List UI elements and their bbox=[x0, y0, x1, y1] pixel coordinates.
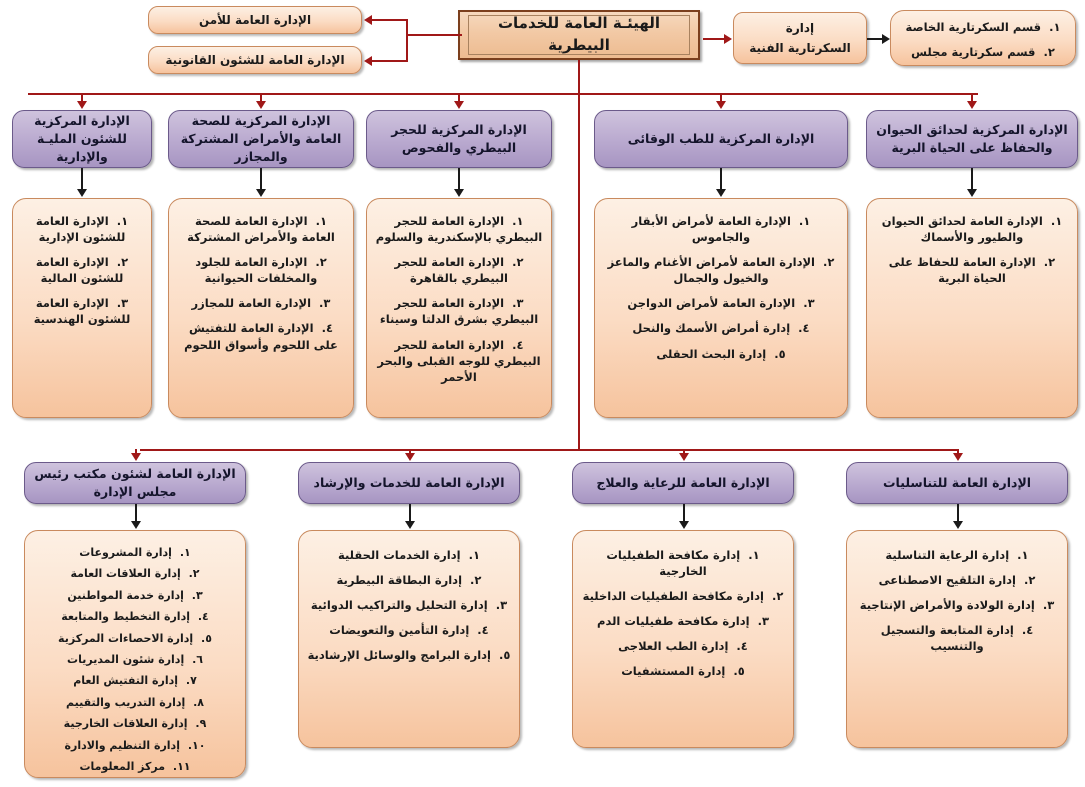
list-item bbox=[307, 547, 511, 563]
item-number: ١. bbox=[748, 548, 760, 562]
item-label: الإدارة العامة للحجر البيطري بشرق الدلتا وسيناء bbox=[379, 296, 539, 327]
technical-secretariat-line1: إدارة bbox=[785, 21, 815, 35]
item-number: ١. bbox=[1049, 20, 1061, 34]
list-item bbox=[177, 295, 345, 311]
header-general-services-extension-label: الإدارة العامة للخدمات والإرشاد bbox=[313, 474, 505, 490]
header-central-quarantine-label: الإدارة المركزية للحجر البيطري والفحوص bbox=[391, 121, 527, 155]
item-number: ١. bbox=[1050, 214, 1063, 228]
staff-box-security bbox=[148, 6, 362, 34]
arrow-sections bbox=[882, 34, 890, 44]
root-node-inner bbox=[468, 15, 690, 55]
root-node bbox=[458, 10, 700, 60]
list-item bbox=[855, 572, 1059, 588]
secretariat-sections-list bbox=[897, 19, 1069, 60]
list-central-preventive bbox=[594, 198, 848, 418]
item-number: ٢. bbox=[512, 255, 524, 270]
item-number: ٣. bbox=[495, 598, 508, 613]
list-item bbox=[603, 213, 839, 245]
list-item bbox=[21, 295, 143, 327]
list-item bbox=[21, 254, 143, 286]
item-number: ٢. bbox=[1043, 45, 1055, 60]
item-number: ٣. bbox=[803, 296, 815, 311]
technical-secretariat-line2: السكرتارية الفنية bbox=[749, 41, 851, 55]
staff-box-legal bbox=[148, 46, 362, 74]
item-label: الإدارة العامة للحجر البيطري للوجه القبلى والبحر الأحمر bbox=[377, 337, 541, 384]
header-central-public-health-label: الإدارة المركزية للصحة العامة والأمراض المشتركة والمجازر bbox=[180, 112, 342, 165]
item-number: ٥. bbox=[733, 664, 745, 679]
list-item bbox=[603, 254, 839, 286]
item-label: إدارة التنظيم والادارة bbox=[64, 738, 180, 752]
header-general-care-treatment bbox=[572, 462, 794, 504]
header-central-quarantine bbox=[366, 110, 552, 168]
item-number: ٩. bbox=[195, 717, 207, 731]
list-item bbox=[375, 254, 543, 286]
row2-bus bbox=[140, 449, 660, 451]
item-number: ٤. bbox=[736, 639, 748, 654]
arrow-secretariat bbox=[724, 34, 732, 44]
item-label: إدارة المشروعات bbox=[79, 546, 172, 559]
list-central-public-health bbox=[168, 198, 354, 418]
header-central-zoos-label: الإدارة المركزية لحدائق الحيوان والحفاظ على الحياة البرية bbox=[876, 121, 1068, 155]
list-item bbox=[307, 597, 511, 613]
item-label: إدارة التخطيط والمتابعة bbox=[61, 610, 190, 624]
list-item bbox=[33, 695, 237, 710]
item-number: ٤. bbox=[197, 610, 209, 624]
list-central-finance-admin-items bbox=[21, 213, 143, 328]
list-item bbox=[33, 716, 237, 731]
list-item bbox=[375, 295, 543, 327]
list-item bbox=[603, 320, 839, 336]
item-number: ١١. bbox=[172, 759, 191, 773]
hdr-drop-quarantine bbox=[458, 168, 460, 190]
item-label: إدارة التفتيش العام bbox=[73, 674, 179, 688]
item-label: إدارة التأمين والتعويضات bbox=[329, 623, 470, 638]
list-item bbox=[581, 663, 785, 679]
list-item bbox=[177, 254, 345, 286]
item-number: ٢. bbox=[1043, 255, 1056, 270]
list-item bbox=[375, 213, 543, 245]
list-item bbox=[33, 738, 237, 753]
hdr-arrow-care-treatment bbox=[679, 521, 689, 529]
hdr-arrow-chairman-office bbox=[131, 521, 141, 529]
item-number: ٤. bbox=[512, 337, 524, 352]
item-label: إدارة شئون المديريات bbox=[67, 652, 185, 666]
header-general-chairman-office bbox=[24, 462, 246, 504]
secretariat-sections-box bbox=[890, 10, 1076, 66]
list-item bbox=[33, 673, 237, 688]
staff-box-legal-label: الإدارة العامة للشئون القانونية bbox=[165, 53, 345, 67]
header-central-preventive bbox=[594, 110, 848, 168]
item-number: ٥. bbox=[774, 346, 786, 361]
item-label: الإدارة العامة لأمراض الأبقار والجاموس bbox=[631, 214, 791, 245]
item-label: إدارة المستشفيات bbox=[621, 664, 726, 679]
item-label: إدارة العلاقات الخارجية bbox=[63, 717, 188, 731]
connector-root-to-secretariat bbox=[703, 38, 725, 40]
header-central-finance-admin-label: الإدارة المركزية للشئون المليـة والإدارية bbox=[34, 112, 130, 165]
item-label: الإدارة العامة للصحة العامة والأمراض المشتركة bbox=[187, 214, 335, 245]
item-number: ٤. bbox=[1021, 623, 1034, 638]
arrow-chairman-office bbox=[131, 453, 141, 461]
item-number: ٢. bbox=[771, 589, 784, 604]
item-number: ١. bbox=[1017, 548, 1029, 562]
list-item bbox=[33, 759, 237, 774]
list-item bbox=[603, 346, 839, 362]
hdr-drop-chairman-office bbox=[135, 504, 137, 522]
list-item bbox=[33, 545, 237, 560]
hdr-arrow-zoos bbox=[967, 189, 977, 197]
item-number: ١. bbox=[468, 548, 480, 562]
item-label: إدارة التدريب والتقييم bbox=[65, 695, 186, 709]
list-general-reproduction bbox=[846, 530, 1068, 748]
item-label: الإدارة العامة للحجر البيطري بالقاهرة bbox=[394, 255, 508, 286]
arrow-legal bbox=[364, 56, 372, 66]
hdr-arrow-finance-admin bbox=[77, 189, 87, 197]
list-general-reproduction-items bbox=[855, 547, 1059, 654]
item-number: ٥. bbox=[201, 631, 212, 645]
item-number: ٥. bbox=[499, 648, 511, 663]
hdr-arrow-services-extension bbox=[405, 521, 415, 529]
list-general-services-extension-items bbox=[307, 547, 511, 663]
item-number: ١. bbox=[315, 214, 327, 228]
list-general-care-treatment bbox=[572, 530, 794, 748]
item-label: إدارة مكافحة الطفيليات الداخلية bbox=[582, 589, 764, 604]
spine-vertical bbox=[578, 60, 580, 450]
connector-root-to-left bbox=[406, 34, 462, 36]
item-label: إدارة الولادة والأمراض الإنتاجية bbox=[859, 598, 1035, 613]
item-label: إدارة التلقيح الاصطناعى bbox=[878, 573, 1016, 588]
arrow-quarantine bbox=[454, 101, 464, 109]
item-number: ٣. bbox=[191, 588, 203, 602]
item-number: ٤. bbox=[798, 321, 810, 336]
item-label: قسم سكرتارية مجلس bbox=[911, 45, 1036, 60]
connector-left-vertical bbox=[406, 20, 408, 62]
item-label: الإدارة العامة للتفتيش على اللحوم وأسواق اللحوم bbox=[184, 321, 338, 352]
list-item bbox=[897, 19, 1069, 35]
list-item bbox=[581, 613, 785, 629]
connector-left-security bbox=[372, 19, 408, 21]
list-item bbox=[581, 638, 785, 654]
list-item bbox=[897, 44, 1069, 60]
list-item bbox=[177, 213, 345, 245]
item-label: الإدارة العامة للجلود والمخلفات الحيوانية bbox=[195, 255, 318, 286]
item-label: إدارة أمراض الأسمك والنحل bbox=[632, 321, 791, 336]
item-number: ٢. bbox=[315, 255, 327, 270]
list-central-quarantine bbox=[366, 198, 552, 418]
item-number: ٣. bbox=[319, 296, 331, 311]
list-item bbox=[855, 597, 1059, 613]
list-item bbox=[21, 213, 143, 245]
connector-secretariat-to-sections bbox=[867, 38, 883, 40]
item-number: ١. bbox=[116, 214, 129, 228]
item-label: إدارة الرعاية التناسلية bbox=[885, 548, 1010, 562]
arrow-security bbox=[364, 15, 372, 25]
connector-left-legal bbox=[372, 60, 408, 62]
item-number: ١٠. bbox=[187, 738, 206, 752]
arrow-public-health bbox=[256, 101, 266, 109]
item-label: الإدارة العامة لحدائق الحيوان والطيور والأسماك bbox=[881, 214, 1043, 245]
hdr-drop-preventive bbox=[720, 168, 722, 190]
list-item bbox=[33, 652, 237, 667]
header-general-chairman-office-label: الإدارة العامة لشئون مكتب رئيس مجلس الإدارة bbox=[34, 465, 236, 499]
root-label: الهيئـة العامة للخدمات البيطرية bbox=[497, 14, 661, 54]
item-label: إدارة البرامج والوسائل الإرشادية bbox=[307, 648, 492, 663]
list-item bbox=[177, 320, 345, 352]
header-general-services-extension bbox=[298, 462, 520, 504]
hdr-drop-services-extension bbox=[409, 504, 411, 522]
item-number: ٨. bbox=[193, 695, 205, 709]
arrow-services-extension bbox=[405, 453, 415, 461]
item-number: ٤. bbox=[477, 623, 489, 638]
item-number: ٤. bbox=[321, 321, 333, 336]
item-label: إدارة الاحصاءات المركزية bbox=[58, 631, 194, 645]
list-central-preventive-items bbox=[603, 213, 839, 362]
item-label: إدارة البطاقة البيطرية bbox=[336, 573, 463, 588]
item-label: الإدارة العامة لأمراض الدواجن bbox=[627, 296, 796, 311]
item-number: ٢. bbox=[116, 255, 129, 270]
list-item bbox=[33, 631, 237, 646]
list-item bbox=[855, 547, 1059, 563]
item-label: إدارة الخدمات الحقلية bbox=[338, 548, 461, 562]
row1-bus bbox=[28, 93, 978, 95]
item-number: ٣. bbox=[116, 296, 129, 311]
item-label: الإدارة العامة للمجازر bbox=[191, 296, 312, 311]
list-item bbox=[307, 572, 511, 588]
list-general-chairman-office-items bbox=[33, 545, 237, 774]
item-number: ١. bbox=[179, 546, 191, 559]
list-central-zoos bbox=[866, 198, 1078, 418]
header-central-preventive-label: الإدارة المركزية للطب الوقائى bbox=[627, 130, 815, 146]
item-label: الإدارة العامة لأمراض الأغنام والماعز والخيول والجمال bbox=[607, 255, 815, 286]
arrow-zoos bbox=[967, 101, 977, 109]
item-number: ٣. bbox=[512, 296, 524, 311]
item-label: الإدارة العامة للحجر البيطري بالإسكندرية والسلوم bbox=[375, 214, 543, 245]
list-general-care-treatment-items bbox=[581, 547, 785, 680]
item-number: ٢. bbox=[1024, 573, 1036, 588]
item-number: ٧. bbox=[185, 674, 197, 688]
hdr-arrow-quarantine bbox=[454, 189, 464, 197]
list-item bbox=[307, 647, 511, 663]
item-number: ١. bbox=[798, 214, 811, 228]
arrow-reproduction bbox=[953, 453, 963, 461]
item-number: ٣. bbox=[1042, 598, 1055, 613]
list-item bbox=[603, 295, 839, 311]
item-label: إدارة البحث الحقلى bbox=[656, 346, 767, 361]
item-number: ٢. bbox=[470, 573, 482, 588]
hdr-drop-finance-admin bbox=[81, 168, 83, 190]
item-label: إدارة العلاقات العامة bbox=[70, 567, 181, 581]
item-label: مركز المعلومات bbox=[79, 759, 166, 773]
list-item bbox=[307, 622, 511, 638]
item-label: إدارة التحليل والتراكيب الدوائية bbox=[310, 598, 488, 613]
technical-secretariat-box bbox=[733, 12, 867, 64]
list-item bbox=[855, 622, 1059, 654]
hdr-drop-care-treatment bbox=[683, 504, 685, 522]
hdr-drop-reproduction bbox=[957, 504, 959, 522]
hdr-drop-zoos bbox=[971, 168, 973, 190]
header-central-finance-admin bbox=[12, 110, 152, 168]
item-number: ٢. bbox=[188, 567, 200, 581]
item-label: إدارة مكافحة الطفيليات الخارجية bbox=[606, 548, 741, 579]
item-label: الإدارة العامة للشئون المالية bbox=[35, 255, 124, 286]
item-number: ١. bbox=[512, 214, 524, 228]
arrow-care-treatment bbox=[679, 453, 689, 461]
arrow-preventive bbox=[716, 101, 726, 109]
header-central-zoos bbox=[866, 110, 1078, 168]
hdr-drop-public-health bbox=[260, 168, 262, 190]
header-central-public-health bbox=[168, 110, 354, 168]
item-number: ٦. bbox=[192, 652, 203, 666]
header-general-reproduction-label: الإدارة العامة للتناسليات bbox=[882, 474, 1032, 490]
list-item bbox=[875, 254, 1069, 286]
list-item bbox=[33, 566, 237, 581]
list-central-public-health-items bbox=[177, 213, 345, 353]
item-number: ٢. bbox=[823, 255, 835, 270]
list-item bbox=[581, 547, 785, 579]
list-central-finance-admin bbox=[12, 198, 152, 418]
item-label: إدارة الطب العلاجى bbox=[618, 639, 729, 654]
list-item bbox=[375, 337, 543, 385]
item-label: إدارة المتابعة والتسجيل والتنسيب bbox=[880, 623, 1014, 654]
row2-bus-right bbox=[660, 449, 959, 451]
item-label: قسم السكرتارية الخاصة bbox=[905, 20, 1042, 34]
list-general-services-extension bbox=[298, 530, 520, 748]
header-general-reproduction bbox=[846, 462, 1068, 504]
item-number: ٣. bbox=[757, 614, 769, 629]
header-general-care-treatment-label: الإدارة العامة للرعاية والعلاج bbox=[596, 474, 770, 490]
list-item bbox=[33, 588, 237, 603]
list-central-quarantine-items bbox=[375, 213, 543, 385]
list-general-chairman-office bbox=[24, 530, 246, 778]
item-label: إدارة مكافحة طفيليات الدم bbox=[597, 614, 750, 629]
hdr-arrow-reproduction bbox=[953, 521, 963, 529]
list-item bbox=[33, 609, 237, 624]
staff-box-security-label: الإدارة العامة للأمن bbox=[198, 13, 312, 27]
list-item bbox=[581, 588, 785, 604]
list-central-zoos-items bbox=[875, 213, 1069, 286]
arrow-finance-admin bbox=[77, 101, 87, 109]
hdr-arrow-preventive bbox=[716, 189, 726, 197]
item-label: إدارة خدمة المواطنين bbox=[67, 588, 184, 602]
item-label: الإدارة العامة للشئون الهندسية bbox=[33, 296, 131, 327]
item-label: الإدارة العامة للشئون الإدارية bbox=[35, 214, 126, 245]
hdr-arrow-public-health bbox=[256, 189, 266, 197]
list-item bbox=[875, 213, 1069, 245]
item-label: الإدارة العامة للحفاظ على الحياة البرية bbox=[888, 255, 1036, 286]
